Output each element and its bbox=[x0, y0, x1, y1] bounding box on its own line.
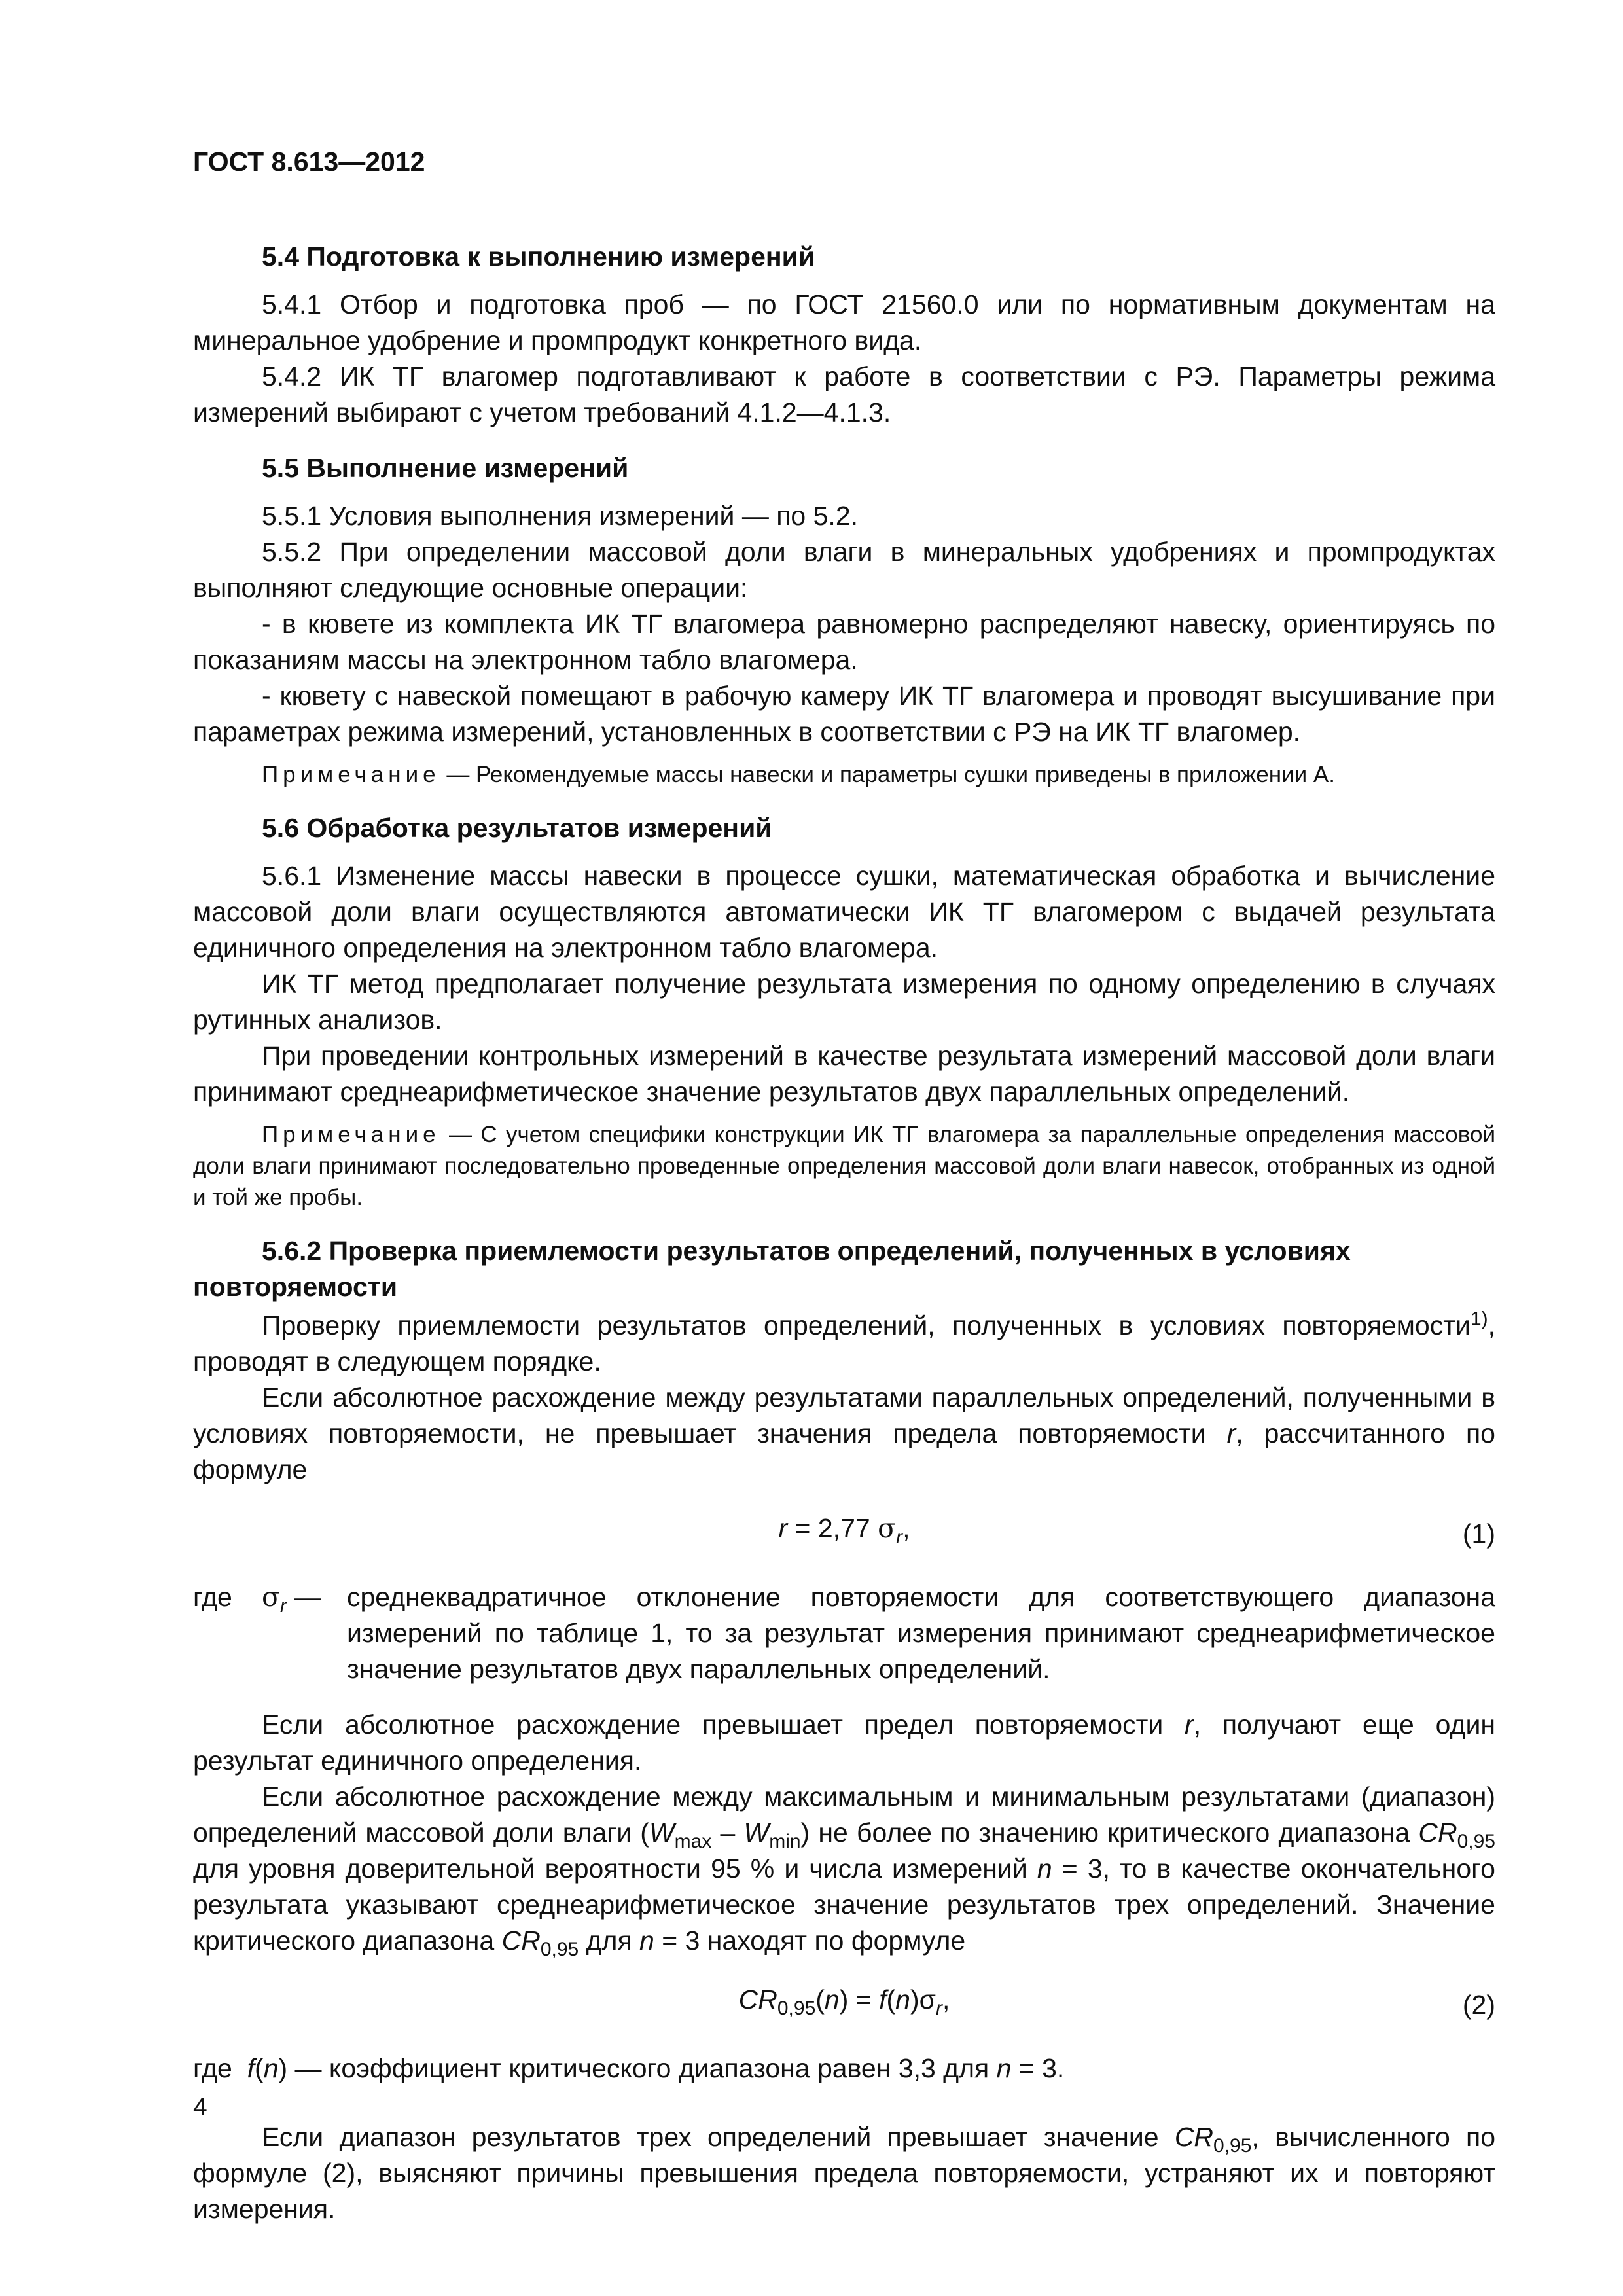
paragraph-range-check: Если абсолютное расхождение между максимальным и минимальным результатами (диапазон) определений массовой доли влаги $(W_{max} - W_{min})$ не более по значению критического диапазона $CR_{0,95}$ для уровня доверительной вероятности 95 % и числа измерений n = 3, то в качестве окончательного результата указывают среднеарифметическое значение результатов трех определений. Значение критического диапазона $CR_{0,95}$ для n = 3 находят по формуле bbox=[193, 1782, 1495, 1961]
paragraph-5-5-1: 5.5.1 Условия выполнения измерений — по 5.2. bbox=[262, 501, 859, 531]
section-5-4-title: 5.4 Подготовка к выполнению измерений bbox=[262, 242, 815, 272]
section-5-5-title: 5.5 Выполнение измерений bbox=[262, 453, 629, 483]
note-label: Примечание bbox=[262, 1122, 440, 1147]
formula-2 bbox=[193, 1975, 1495, 2034]
footnote-ref: 1) bbox=[1470, 1308, 1488, 1330]
page-number: 4 bbox=[193, 2093, 207, 2121]
where-block-1 bbox=[193, 1579, 1495, 1687]
note-label: Примечание bbox=[262, 762, 440, 787]
paragraph-5-4-2: 5.4.2 ИК ТГ влагомер подготавливают к работе в соответствии с РЭ. Параметры режима измерений выбирают с учетом требований 4.1.2—4.1.3. bbox=[193, 361, 1495, 427]
note-text: — Рекомендуемые массы навески и параметры сушки приведены в приложении А. bbox=[440, 762, 1335, 787]
where-label: где bbox=[193, 1582, 232, 1612]
list-item-cuvette: - в кювете из комплекта ИК ТГ влагомера равномерно распределяют навеску, ориентируясь по показаниям массы на электронном табло влагомера. bbox=[193, 609, 1495, 675]
formula-1-expression: r = 2,77 $\sigma_r$, bbox=[778, 1513, 910, 1549]
paragraph-abs-difference: Если абсолютное расхождение между результатами параллельных определений, полученными в условиях повторяемости, не превышает значения предела повторяемости r, рассчитанного по формуле bbox=[193, 1382, 1495, 1484]
paragraph-range-exceeds: Если диапазон результатов трех определений превышает значение $CR_{0,95}$, вычисленного по формуле (2), выясняют причины превышения предела повторяемости, устраняют их и повторяют измерения. bbox=[193, 2122, 1495, 2224]
formula-2-expression: $CR_{0,95}(n) = f(n)\sigma_r$, bbox=[738, 1984, 950, 2020]
formula-1-number: (1) bbox=[1462, 1518, 1495, 1549]
paragraph-5-4-1: 5.4.1 Отбор и подготовка проб — по ГОСТ 21560.0 или по нормативным документам на минеральное удобрение и промпродукт конкретного вида. bbox=[193, 289, 1495, 355]
section-5-6-2-title: 5.6.2 Проверка приемлемости результатов определений, полученных в условиях повторяемости bbox=[193, 1236, 1351, 1302]
note-5-5 bbox=[193, 759, 1495, 791]
where-symbol-sigma: $\sigma_r$ — bbox=[262, 1581, 321, 1617]
where-description-sigma: среднеквадратичное отклонение повторяемости для соответствующего диапазона измерений по таблице 1, то за результат измерения принимают среднеарифметическое значение результатов двух параллельных определений. bbox=[347, 1582, 1495, 1684]
running-head: ГОСТ 8.613—2012 bbox=[193, 147, 425, 177]
note-5-6 bbox=[193, 1119, 1495, 1213]
paragraph-acceptability-check: Проверку приемлемости результатов определений, полученных в условиях повторяемости$^{1)}$, проводят в следующем порядке. bbox=[193, 1308, 1495, 1376]
paragraph-control-measurements: При проведении контрольных измерений в качестве результата измерений массовой доли влаги принимают среднеарифметическое значение результатов двух параллельных определений. bbox=[193, 1041, 1495, 1107]
document-page bbox=[193, 144, 1495, 2227]
where-block-2: где f(n) — коэффициент критического диапазона равен 3,3 для n = 3. bbox=[193, 2053, 1065, 2083]
formula-1 bbox=[193, 1504, 1495, 1563]
formula-2-number: (2) bbox=[1462, 1990, 1495, 2020]
paragraph-5-5-2: 5.5.2 При определении массовой доли влаги в минеральных удобрениях и промпродуктах выполняют следующие основные операции: bbox=[193, 537, 1495, 603]
paragraph-ik-tg-method: ИК ТГ метод предполагает получение результата измерения по одному определению в случаях рутинных анализов. bbox=[193, 969, 1495, 1035]
paragraph-exceeds-limit: Если абсолютное расхождение превышает предел повторяемости r, получают еще один результат единичного определения. bbox=[193, 1710, 1495, 1776]
section-5-6-title: 5.6 Обработка результатов измерений bbox=[262, 813, 772, 843]
list-item-drying: - кювету с навеской помещают в рабочую камеру ИК ТГ влагомера и проводят высушивание при параметрах режима измерений, установленных в соответствии с РЭ на ИК ТГ влагомер. bbox=[193, 681, 1495, 747]
note-text: — С учетом специфики конструкции ИК ТГ влагомера за параллельные определения массовой доли влаги принимают последовательно проведенные определения массовой доли влаги навесок, отобранных из одной и той же пробы. bbox=[193, 1122, 1495, 1210]
paragraph-5-6-1: 5.6.1 Изменение массы навески в процессе сушки, математическая обработка и вычисление массовой доли влаги осуществляются автоматически ИК ТГ влагомером с выдачей результата единичного определения на электронном табло влагомера. bbox=[193, 861, 1495, 963]
